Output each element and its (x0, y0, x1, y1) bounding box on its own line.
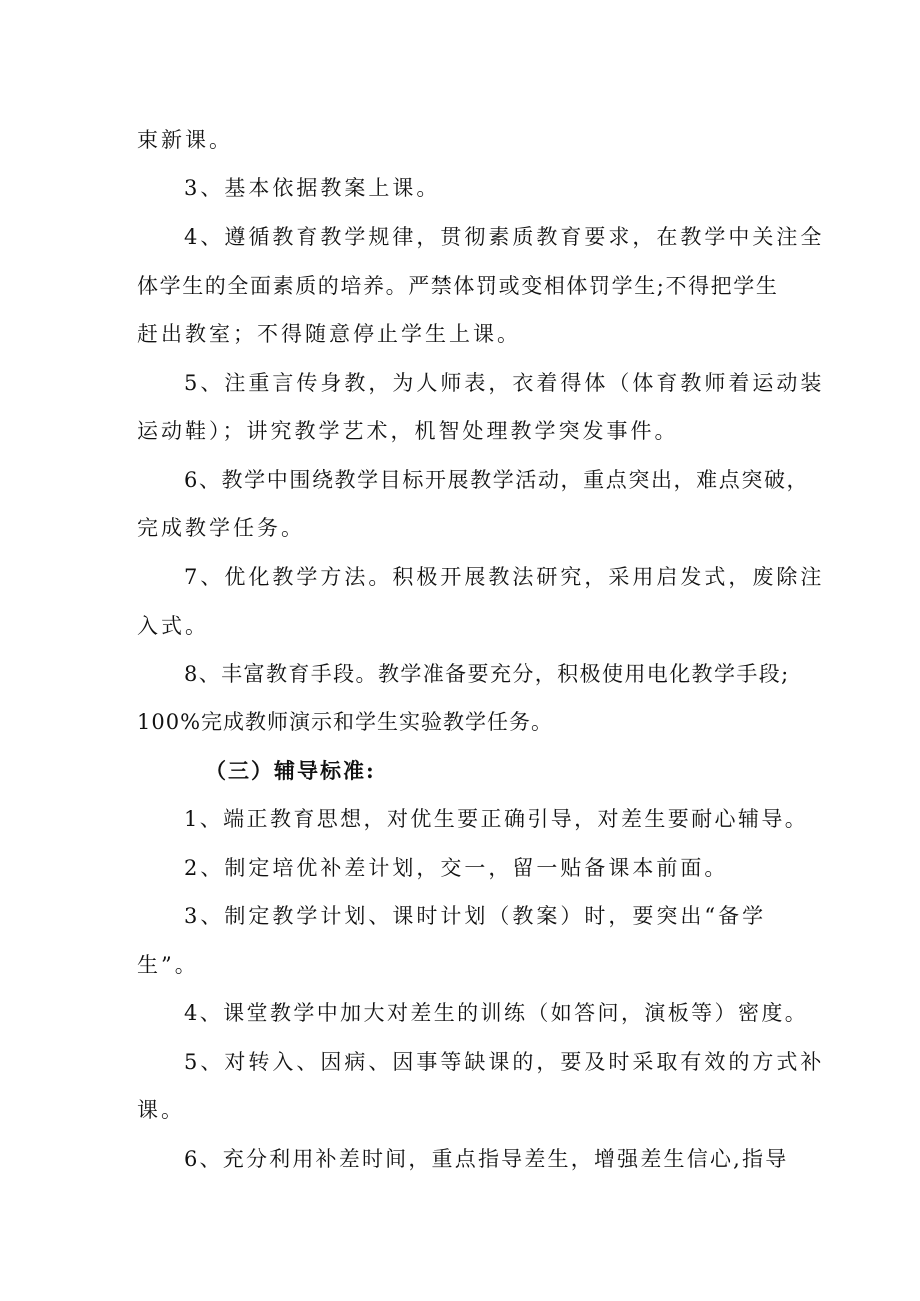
text-line: 2、制定培优补差计划，交一，留一贴备课本前面。 (184, 856, 729, 880)
text-line: 7、优化教学方法。积极开展教法研究，采用启发式，废除注 (184, 565, 825, 589)
section-heading: （三）辅导标准: (205, 758, 376, 783)
text-line: 4、课堂教学中加大对差生的训练（如答问，演板等）密度。 (184, 1001, 809, 1025)
text-line: 生”。 (137, 953, 199, 977)
text-line: 6、充分利用补差时间，重点指导差生，增强差生信心,指导 (184, 1147, 789, 1171)
text-line: 完成教学任务。 (137, 516, 305, 540)
text-line: 3、基本依据教案上课。 (184, 176, 441, 200)
text-line: 100%完成教师演示和学生实验教学任务。 (137, 710, 554, 734)
text-line: 6、教学中围绕教学目标开展教学活动，重点突出，难点突破， (184, 468, 810, 492)
text-line: 束新课。 (137, 128, 233, 152)
text-line: 1、端正教育思想，对优生要正确引导，对差生要耐心辅导。 (184, 807, 809, 831)
text-line: 课。 (137, 1098, 185, 1122)
text-line: 体学生的全面素质的培养。严禁体罚或变相体罚学生;不得把学生 (137, 274, 779, 298)
text-line: 5、对转入、因病、因事等缺课的，要及时采取有效的方式补 (184, 1050, 825, 1074)
text-line: 4、遵循教育教学规律，贯彻素质教育要求，在教学中关注全 (184, 225, 825, 249)
text-line: 运动鞋）；讲究教学艺术，机智处理教学突发事件。 (137, 419, 679, 443)
text-line: 3、制定教学计划、课时计划（教案）时，要突出“备学 (184, 904, 767, 928)
text-line: 入式。 (137, 614, 209, 638)
text-line: 5、注重言传身教，为人师表，衣着得体（体育教师着运动装 (184, 371, 825, 395)
text-line: 赶出教室；不得随意停止学生上课。 (137, 322, 521, 346)
text-line: 8、丰富教育手段。教学准备要充分，积极使用电化教学手段; (184, 662, 790, 686)
